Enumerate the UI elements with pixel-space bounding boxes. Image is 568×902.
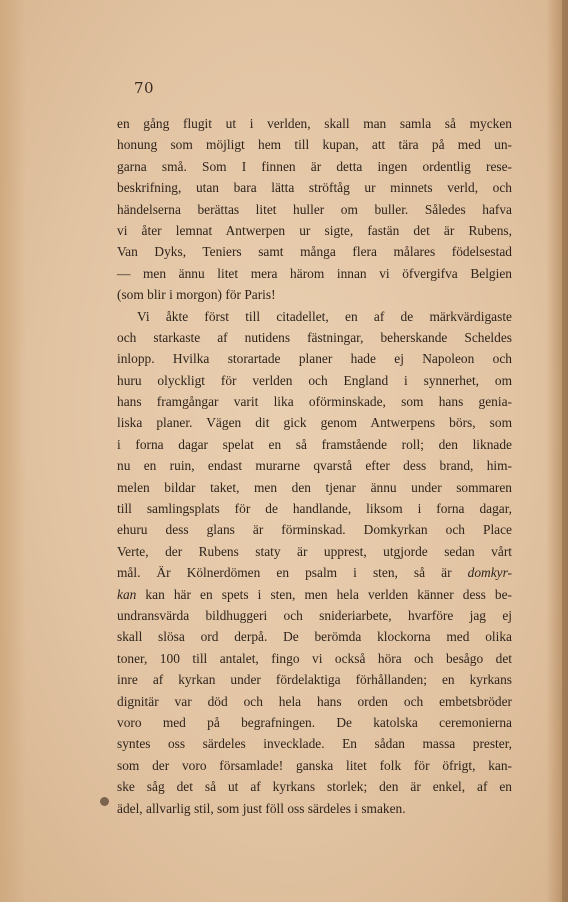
text-line — [117, 562, 512, 583]
text-line: — men ännu litet mera härom innan vi öfvergifva Belgien — [117, 265, 512, 281]
text-line: hans framgångar varit lika oförminskade, som hans genia- — [117, 394, 512, 410]
text-line: ädel, allvarlig stil, som just föll oss särdeles i smaken. — [117, 800, 406, 816]
text-line: (som blir i morgon) för Paris! — [117, 287, 276, 303]
text-line: ske såg det så ut af kyrkans storlek; den är enkel, af en — [117, 779, 512, 795]
text-line: Vi åkte först till citadellet, en af de märkvärdigaste — [137, 308, 512, 324]
text-line: Verte, der Rubens staty är upprest, utgjorde sedan vårt — [117, 543, 512, 559]
text-line: inre af kyrkan under fördelaktiga förhållanden; en kyrkans — [117, 672, 512, 688]
text-line: melen bildar taket, men den tjenar ännu under sommaren — [117, 479, 512, 495]
text-line: voro med på begrafningen. De katolska ceremonierna — [117, 714, 512, 730]
text-line: som der voro församlade! ganska litet folk för öfrigt, kan- — [117, 757, 512, 773]
text-line: inlopp. Hvilka storartade planer hade ej Napoleon och — [117, 351, 512, 367]
text-line — [117, 584, 512, 605]
ink-mark — [100, 797, 109, 806]
text-line: och starkaste af nutidens fästningar, beherskande Scheldes — [117, 329, 512, 345]
text-line: honung som möjligt hem till kupan, att tära på med un- — [117, 137, 512, 153]
text-fragment: mål. Är Kölnerdömen en psalm i sten, så är — [117, 565, 452, 581]
text-fragment: kan här en spets i sten, men hela verlden känner dess be- — [136, 586, 512, 602]
italic-word: domkyr- — [467, 565, 512, 581]
text-line: undransvärda bildhuggeri och snideriarbete, hvarföre jag ej — [117, 607, 512, 623]
text-line: beskrifning, utan bara lätta ströftåg ur minnets verld, och — [117, 180, 512, 196]
page-number: 70 — [134, 79, 155, 97]
page-left-shadow — [0, 0, 26, 902]
text-line: dignitär var död och hela hans orden och embetsbröder — [117, 693, 512, 709]
text-line: liska planer. Vägen dit gick genom Antwerpens börs, som — [117, 415, 512, 431]
text-line: toner, 100 till antalet, fingo vi också höra och besågo det — [117, 650, 512, 666]
text-line: syntes oss särdeles invecklade. En sådan massa prester, — [117, 736, 512, 752]
page-binding-edge — [562, 0, 568, 902]
text-line: en gång flugit ut i verlden, skall man samla så mycken — [117, 116, 512, 131]
italic-word: kan — [117, 586, 137, 602]
text-line: Van Dyks, Teniers samt många flera målares födelsestad — [117, 244, 512, 260]
text-line: nu en ruin, endast murarne qvarstå efter dess brand, him- — [117, 458, 512, 474]
text-line: skall slösa ord derpå. De berömda klockorna med olika — [117, 629, 512, 645]
text-line: vi åter lemnat Antwerpen ur sigte, fastän det är Rubens, — [117, 222, 512, 238]
text-line: händelserna berättas litet huller om buller. Således hafva — [117, 201, 512, 217]
body-text — [117, 113, 512, 819]
text-line: i forna dagar spelat en så framstående roll; den liknade — [117, 436, 512, 452]
text-line: ehuru dess glans är förminskad. Domkyrkan och Place — [117, 522, 512, 538]
text-line: garna små. Som I finnen är detta ingen ordentlig rese- — [117, 158, 512, 174]
text-line: huru olyckligt för verlden och England i synnerhet, om — [117, 372, 512, 388]
text-line: till samlingsplats för de handlande, liksom i forna dagar, — [117, 501, 512, 517]
